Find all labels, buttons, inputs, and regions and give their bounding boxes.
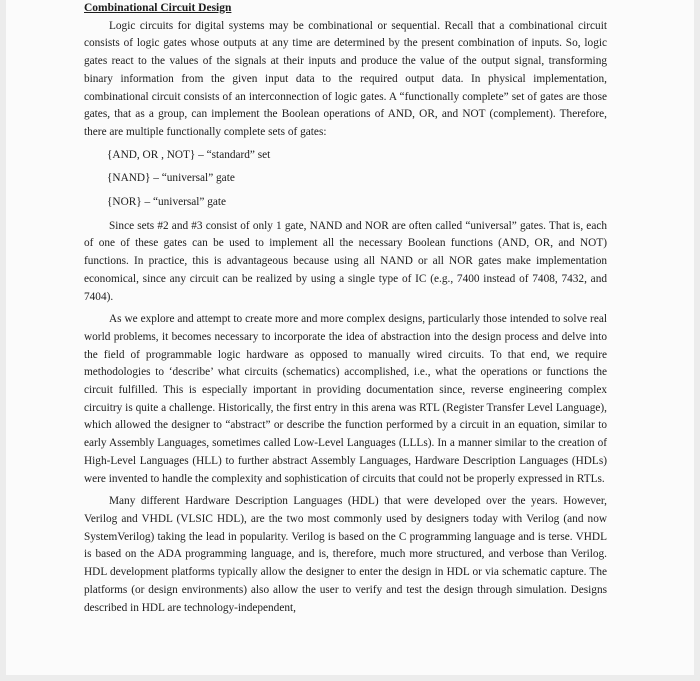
gate-set-standard: {AND, OR , NOT} – “standard” set (107, 148, 271, 161)
gate-set-nor: {NOR} – “universal” gate (107, 196, 227, 209)
paragraph-hdl-history: As we explore and attempt to create more and more complex designs, particularly those intended to solve real world problems, it becomes necessary to incorporate the idea of abstraction into the design process and delve into the field of programmable logic hardware as opposed to manually wired circuits. To that end, we require methodologies to ‘describe’ what circuits (schematics) accomplished, i.e., what the operations or functions the circuit fulfilled. This is especially important in providing documentation since, reverse engineering complex circuitry is quite a challenge. Historically, the first entry in this arena was RTL (Register Transfer Level Language), which allowed the designer to “abstract” or describe the function performed by a circuit in an equation, similar to early Assembly Languages, sometimes called Low-Level Languages (LLLs). In a manner similar to the creation of High-Level Languages (HLL) to further abstract Assembly Languages, Hardware Description Languages (HDLs) were invented to handle the complexity and sophistication of circuits that could not be properly expressed in RTLs. (84, 313, 607, 485)
document-body (84, 0, 607, 622)
section-title: Combinational Circuit Design (84, 2, 232, 14)
paragraph-universal: Since sets #2 and #3 consist of only 1 gate, NAND and NOR are often called “universal” gates. That is, each of one of these gates can be used to implement all the necessary Boolean functions (AND, OR, and NOT) functions. In practice, this is advantageous because using all NAND or all NOR gates make implementation economical, since any circuit can be realized by using a single type of IC (e.g., 7400 instead of 7408, 7432, and 7404). (84, 219, 607, 303)
paragraph-intro: Logic circuits for digital systems may be combinational or sequential. Recall that a combinational circuit consists of logic gates whose outputs at any time are determined by the present combination of inputs. So, logic gates react to the values of the signals at their inputs and produce the value of the output signal, transforming binary information from the given input data to the required output data. In physical implementation, combinational circuit consists of an interconnection of logic gates. A “functionally complete” set of gates are those gates, that as a group, can implement the Boolean operations of AND, OR, and NOT (complement). Therefore, there are multiple functionally complete sets of gates: (84, 19, 607, 138)
gate-set-list (107, 147, 607, 212)
paragraph-hdl-languages: Many different Hardware Description Languages (HDL) that were developed over the years. However, Verilog and VHDL (VLSIC HDL), are the two most commonly used by designers today with Verilog (and now SystemVerilog) taking the lead in popularity. Verilog is based on the C programming language and is terse. VHDL is based on the ADA programming language, and is, therefore, much more structured, and verbose than Verilog. HDL development platforms typically allow the designer to enter the design in HDL or via schematic capture. The platforms (or design environments) also allow the user to verify and test the design through simulation. Designs described in HDL are technology-independent, (84, 495, 607, 614)
gate-set-nand: {NAND} – “universal” gate (107, 172, 235, 185)
